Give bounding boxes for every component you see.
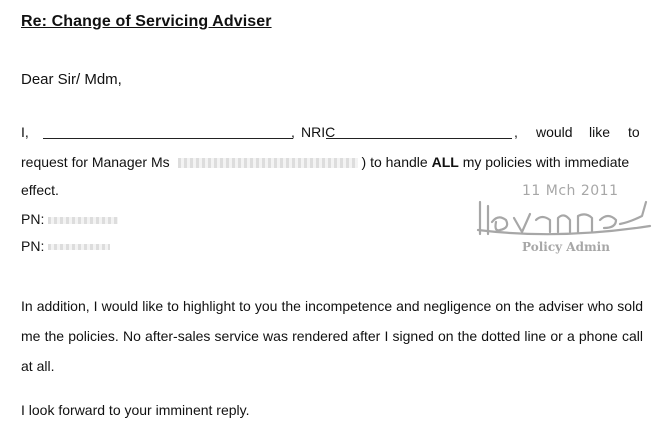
pn1-label: PN: [21, 211, 45, 227]
closing-line: I look forward to your imminent reply. [21, 402, 250, 418]
signature-icon [470, 192, 660, 238]
request-mid: ) to handle [361, 154, 428, 170]
redacted-manager-name [178, 158, 358, 168]
word-to: to [628, 124, 640, 140]
request-prefix: request for Manager Ms [21, 154, 170, 170]
nric-blank [326, 138, 512, 139]
request-suffix: my policies with immediate [462, 154, 630, 170]
name-blank [43, 138, 293, 139]
request-all: ALL [431, 154, 459, 170]
policy-number-2 [21, 238, 110, 254]
nric-label: NRIC [301, 124, 336, 140]
letter-subject: Re: Change of Servicing Adviser [21, 13, 272, 30]
policy-number-1 [21, 211, 118, 227]
effect-line: effect. [21, 182, 59, 198]
nric-comma: , [514, 124, 518, 140]
salutation: Dear Sir/ Mdm, [21, 71, 122, 88]
redacted-policy-number-2 [48, 244, 110, 250]
word-would: would [536, 124, 573, 140]
stamp-role: Policy Admin [522, 240, 610, 254]
request-line [21, 154, 643, 170]
intro-prefix: I, [21, 124, 29, 140]
pn2-label: PN: [21, 238, 45, 254]
name-comma: , [291, 124, 295, 140]
word-like: like [589, 124, 611, 140]
redacted-policy-number-1 [48, 217, 118, 224]
received-stamp [470, 180, 660, 260]
stamp-date: 11 Mch 2011 [522, 183, 619, 199]
complaint-paragraph: In addition, I would like to highlight to you the incompetence and negligence on the adviser who sold me the policies. No after-sales service was rendered after I signed on the dotted line or a phone call at all. [21, 298, 643, 374]
